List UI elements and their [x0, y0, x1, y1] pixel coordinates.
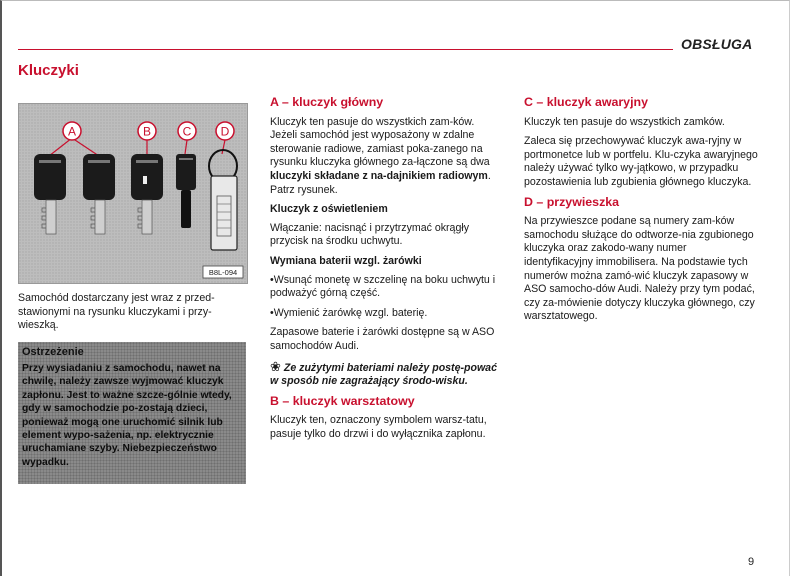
key-a-text-1: Kluczyk ten pasuje do wszystkich zam-ków. Jeżeli samochód jest wyposażony w zdalne sterowanie radiowe, zamiast poka-zanego na rysunku kluczyka głównego za-łączone są dwa	[270, 115, 490, 169]
key-b-text: Kluczyk ten, oznaczony symbolem warsz-tatu, pasuje tylko do drzwi i do wyłącznika zapłonu.	[270, 414, 487, 440]
eco-note	[270, 360, 503, 389]
light-text: Włączanie: nacisnąć i przytrzymać okrągły przycisk na środku uchwytu.	[270, 221, 469, 248]
heading-light: Kluczyk z oświetleniem	[270, 203, 388, 216]
heading-key-b: B – kluczyk warsztatowy	[270, 393, 415, 408]
heading-tag-d: D – przywieszka	[524, 194, 620, 209]
key-a-paragraph	[270, 116, 503, 198]
battery-bullet-2: • Wymienić żarówkę wzgl. baterię.	[270, 307, 503, 321]
figure-caption: Samochód dostarczany jest wraz z przed-stawionymi na rysunku kluczykami i przy-wieszką.	[18, 292, 215, 332]
page-title: Kluczyki	[18, 62, 79, 79]
page-number: 9	[748, 556, 755, 568]
label-b-text: B	[142, 124, 152, 139]
key-c-text-1: Kluczyk ten pasuje do wszystkich zamków.	[524, 115, 725, 128]
figure-code: B8L-094	[208, 268, 238, 277]
recycle-icon: ❀	[270, 358, 281, 374]
column-middle	[270, 96, 503, 447]
keys-illustration	[18, 103, 248, 284]
warning-box	[18, 342, 246, 484]
section-label: OBSŁUGA	[681, 36, 753, 52]
heading-key-a: A – kluczyk główny	[270, 95, 384, 109]
warning-title: Ostrzeżenie	[22, 346, 84, 358]
heading-battery: Wymiana baterii wzgl. żarówki	[270, 254, 422, 267]
heading-key-c: C – kluczyk awaryjny	[524, 95, 648, 109]
spare-text: Zapasowe baterie i żarówki dostępne są w ASO samochodów Audi.	[270, 326, 495, 352]
keys-drawing	[19, 104, 248, 284]
key-c-text-2: Zaleca się przechowywać kluczyk awa-ryjny w portmonetce lub w portfelu. Klu-czyka awaryjnego należy używać tylko wy-jątkowo, w przypadku pozostawienia lub zgubienia głównego kluczyka.	[524, 135, 758, 188]
warning-text: Przy wysiadaniu z samochodu, nawet na chwilę, należy zawsze wyjmować kluczyk zapłonu. Jest to ważne szcze-gólnie wtedy, gdy w samochodzie po-zostają dzieci, ponieważ mogą one uruchomić silnik lub element wypo-sażenia, np. elektrycznie uruchamiane szyby. Niebezpieczeństwo wypadku.	[22, 363, 232, 468]
battery-bullet-1: • Wsunąć monetę w szczelinę na boku uchwytu i podważyć górną część.	[270, 274, 503, 301]
label-d-text: D	[220, 124, 230, 139]
column-right	[524, 96, 758, 330]
label-c-text: C	[182, 124, 192, 139]
eco-text: Ze zużytymi bateriami należy postę-pować w sposób nie zagrażający środo-wisku.	[270, 361, 497, 388]
key-a-text-bold: kluczyki składane z na-dajnikiem radiowym	[270, 169, 488, 182]
key-a-text-2: . Patrz rysunek.	[270, 169, 491, 196]
label-a-text: A	[67, 124, 77, 139]
header-rule	[18, 49, 673, 50]
tag-d-text: Na przywieszce podane są numery zam-ków samochodu służące do odtworze-nia zgubionego kluczyka oraz zakodo-wany numer identyfikacyjny immobilisera. Na podstawie tych numerów można zamó-wić kluczyk zapasowy w ASO samocho-dów Audi. Należy przy tym podać, czy za-mówienie dotyczy kluczyka głównego, czy warsztatowego.	[524, 215, 755, 323]
